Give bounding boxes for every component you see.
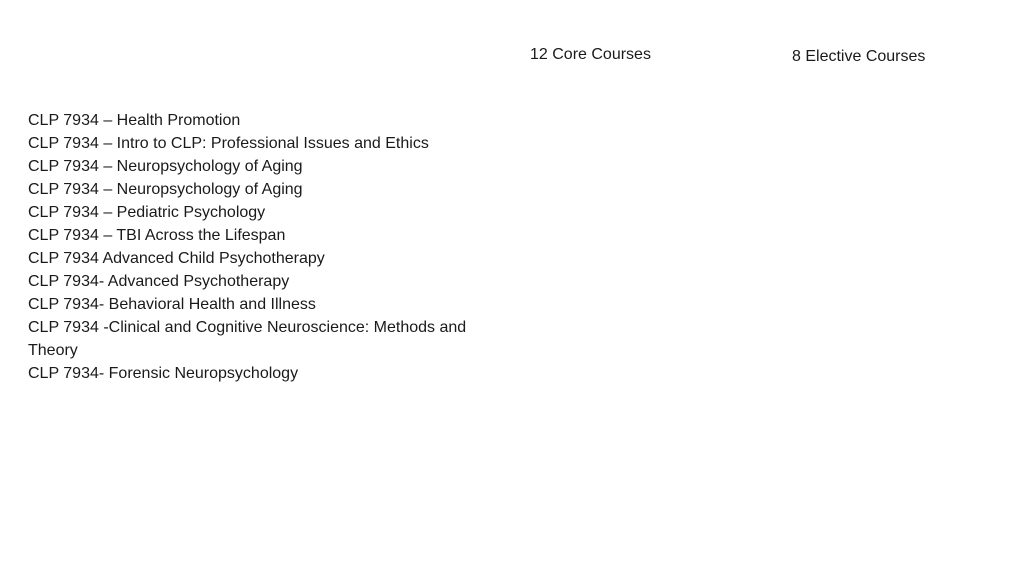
course-item: CLP 7934 – TBI Across the Lifespan bbox=[28, 227, 286, 244]
course-item: CLP 7934 – Intro to CLP: Professional Issues and Ethics bbox=[28, 135, 429, 152]
course-item: CLP 7934- Forensic Neuropsychology bbox=[28, 365, 299, 382]
course-item: CLP 7934 -Clinical and Cognitive Neuroscience: Methods and Theory bbox=[28, 319, 467, 359]
course-item: CLP 7934 – Neuropsychology of Aging bbox=[28, 158, 303, 175]
course-list bbox=[28, 109, 518, 385]
core-courses-heading: 12 Core Courses bbox=[530, 46, 651, 63]
course-item: CLP 7934- Advanced Psychotherapy bbox=[28, 273, 290, 290]
course-item: CLP 7934 – Health Promotion bbox=[28, 112, 241, 129]
course-item: CLP 7934 – Neuropsychology of Aging bbox=[28, 181, 303, 198]
course-item: CLP 7934 – Pediatric Psychology bbox=[28, 204, 266, 221]
course-item: CLP 7934- Behavioral Health and Illness bbox=[28, 296, 316, 313]
elective-courses-heading: 8 Elective Courses bbox=[792, 48, 926, 65]
course-item: CLP 7934 Advanced Child Psychotherapy bbox=[28, 250, 325, 267]
